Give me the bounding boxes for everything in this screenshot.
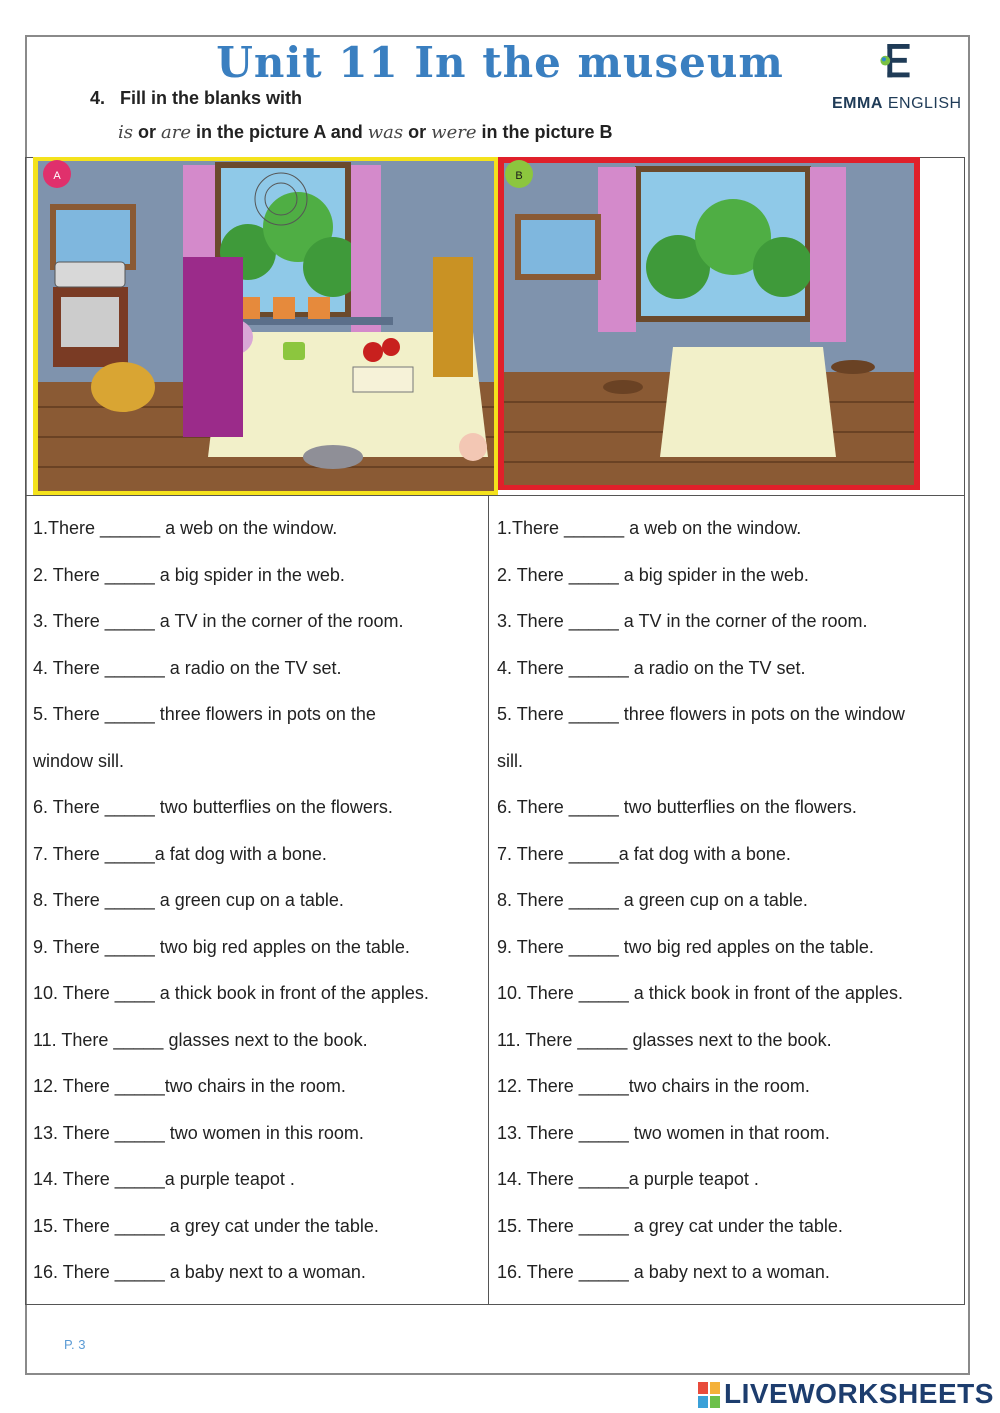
exercise-line: 15. There _____ a grey cat under the table. <box>497 1215 843 1236</box>
table-cloth <box>660 347 836 457</box>
emma-english-logo <box>832 44 958 94</box>
radio <box>55 262 125 287</box>
exercise-line: 10. There _____ a thick book in front of the apples. <box>497 983 903 1003</box>
exercise-line: 8. There _____ a green cup on a table. <box>33 890 344 910</box>
wall-picture <box>53 207 133 267</box>
flower-pot <box>273 297 295 319</box>
instruction-number: 4. <box>90 88 106 108</box>
curtain-right <box>351 165 381 335</box>
stool <box>603 380 643 394</box>
instruction-line1 <box>90 88 302 109</box>
exercise-line: 9. There _____ two big red apples on the table. <box>33 936 410 957</box>
word-or: or <box>408 122 427 142</box>
exercise-line: 4. There ______ a radio on the TV set. <box>497 657 806 678</box>
exercise-line: 12. There _____two chairs in the room. <box>33 1076 346 1096</box>
logo-wordmark: EMMA ENGLISH <box>832 95 962 112</box>
exercise-line: 6. There _____ two butterflies on the flowers. <box>497 797 857 817</box>
apple <box>382 338 400 356</box>
liveworksheets-brand: LIVEWORKSHEETS <box>724 1378 994 1409</box>
picture-a <box>33 157 498 495</box>
exercise-line: 2. There _____ a big spider in the web. <box>497 564 809 585</box>
picture-b <box>498 157 920 490</box>
exercise-line: 1.There ______ a web on the window. <box>33 518 338 538</box>
woman-left <box>183 257 243 437</box>
liveworksheets-logo-icon <box>698 1378 722 1412</box>
option-is: is <box>118 122 133 143</box>
stool <box>831 360 875 374</box>
exercise-line: window sill. <box>33 750 125 771</box>
exercise-line: 1.There ______ a web on the window. <box>497 518 802 538</box>
exercise-line: sill. <box>497 750 523 771</box>
exercise-line: 5. There _____ three flowers in pots on the <box>33 704 376 724</box>
exercise-line: 5. There _____ three flowers in pots on the window <box>497 704 905 724</box>
instruction-line2 <box>118 122 613 143</box>
book <box>353 367 413 392</box>
baby <box>459 433 487 461</box>
exercise-line: 2. There _____ a big spider in the web. <box>33 564 345 585</box>
flower-pot <box>308 297 330 319</box>
exercise-line: 12. There _____two chairs in the room. <box>497 1076 810 1096</box>
curtain-left <box>598 167 636 332</box>
page-title: Unit 11 In the museum <box>216 38 784 87</box>
dog <box>91 362 155 412</box>
exercise-line: 7. There _____a fat dog with a bone. <box>33 843 327 864</box>
table-divider-horizontal <box>25 495 965 496</box>
column-a <box>33 505 483 1296</box>
option-was: was <box>367 122 404 143</box>
exercise-line: 14. There _____a purple teapot . <box>497 1169 759 1189</box>
option-were: were <box>431 122 477 143</box>
column-b <box>497 505 959 1296</box>
picture-b-label: B <box>515 170 523 182</box>
exercise-line: 3. There _____ a TV in the corner of the room. <box>497 611 868 631</box>
exercise-line: 16. There _____ a baby next to a woman. <box>497 1262 830 1282</box>
exercise-line: 10. There ____ a thick book in front of the apples. <box>33 983 429 1003</box>
instruction-mid: in the picture A and <box>196 122 363 142</box>
page-number: P. 3 <box>64 1337 86 1352</box>
instruction-end: in the picture B <box>481 122 613 142</box>
curtain-right <box>810 167 846 342</box>
woman-right <box>433 257 473 377</box>
exercise-line: 4. There ______ a radio on the TV set. <box>33 657 342 678</box>
exercise-line: 13. There _____ two women in this room. <box>33 1122 364 1143</box>
exercise-line: 13. There _____ two women in that room. <box>497 1122 830 1143</box>
word-or: or <box>138 122 157 142</box>
exercise-line: 16. There _____ a baby next to a woman. <box>33 1262 366 1282</box>
exercise-line: 15. There _____ a grey cat under the table. <box>33 1215 379 1236</box>
exercise-line: 6. There _____ two butterflies on the flowers. <box>33 797 393 817</box>
apple <box>363 342 383 362</box>
exercise-line: 14. There _____a purple teapot . <box>33 1169 295 1189</box>
exercise-line: 11. There _____ glasses next to the book. <box>33 1029 368 1050</box>
exercise-line: 3. There _____ a TV in the corner of the room. <box>33 611 404 631</box>
exercise-line: 8. There _____ a green cup on a table. <box>497 890 808 910</box>
green-cup <box>283 342 305 360</box>
cat <box>303 445 363 469</box>
exercise-line: 7. There _____a fat dog with a bone. <box>497 843 791 864</box>
instruction-text: Fill in the blanks with <box>120 88 303 108</box>
wall-picture <box>518 217 598 277</box>
table-divider-vertical <box>488 495 489 1305</box>
exercise-line: 11. There _____ glasses next to the book. <box>497 1029 832 1050</box>
exercise-line: 9. There _____ two big red apples on the table. <box>497 936 874 957</box>
option-are: are <box>161 122 192 143</box>
picture-a-label: A <box>53 170 61 182</box>
